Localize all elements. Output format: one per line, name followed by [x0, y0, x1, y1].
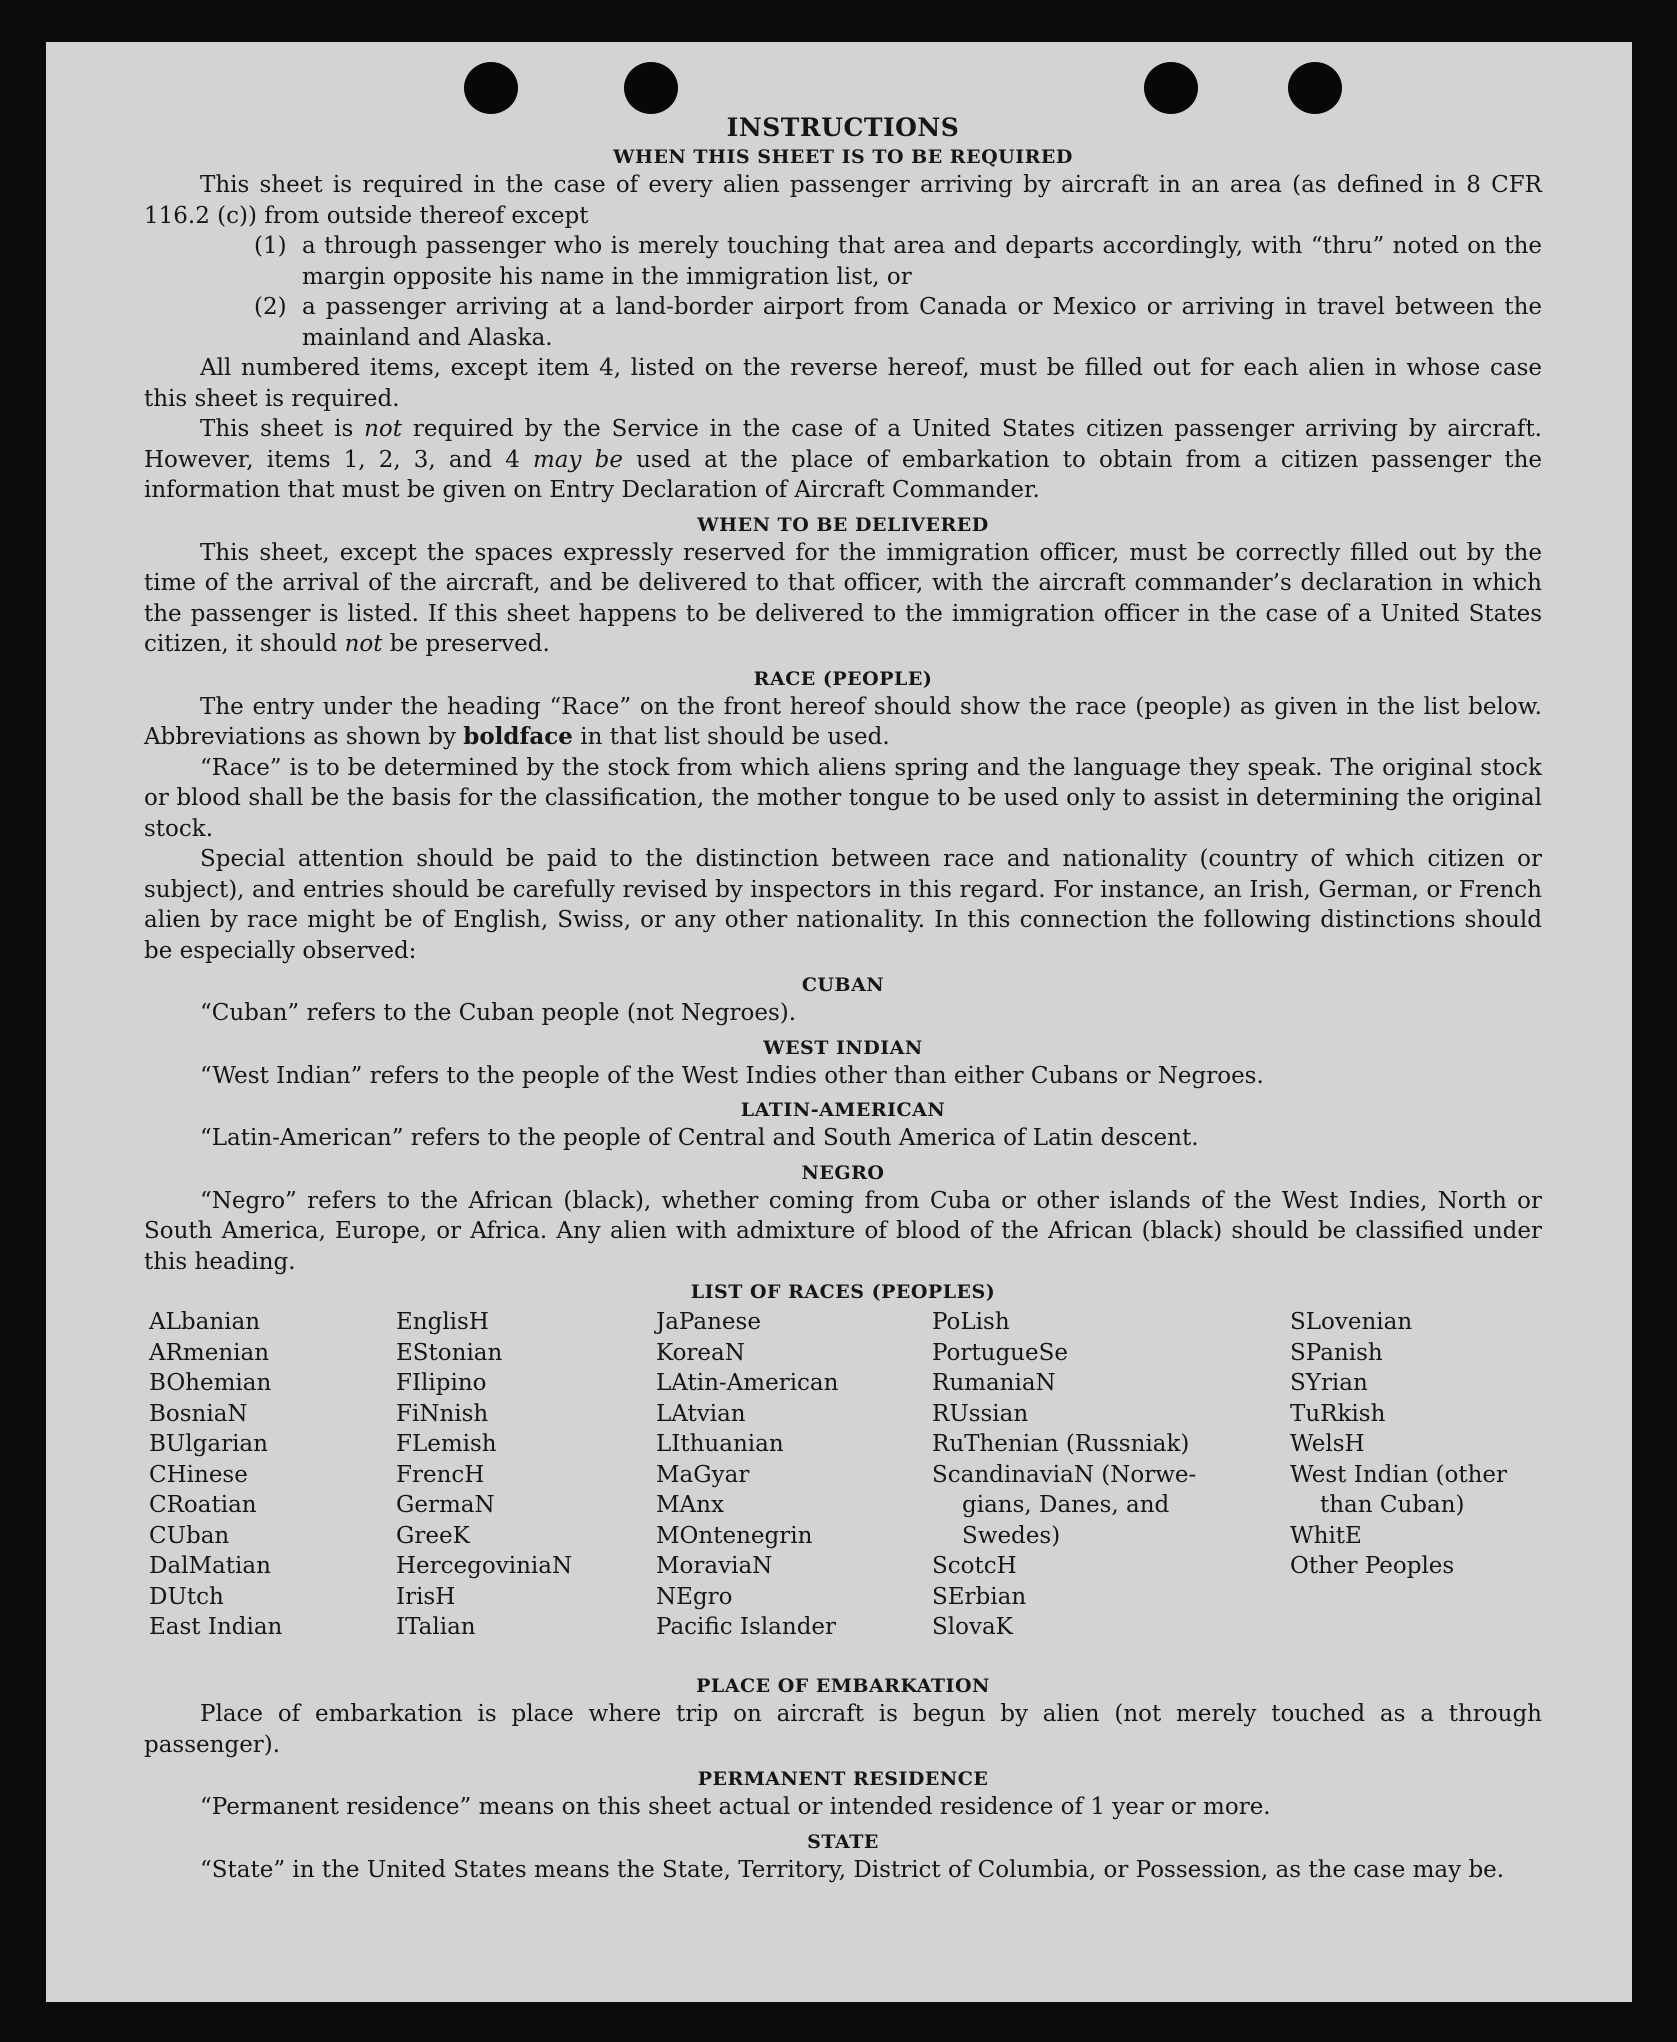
race-entry: SPanish — [1290, 1339, 1383, 1366]
paragraph: “State” in the United States means the State, Territory, District of Columbia, or Possession, as the case may be. — [200, 1856, 1505, 1883]
section-heading: WEST INDIAN — [763, 1036, 923, 1059]
race-entry: GreeK — [396, 1522, 470, 1549]
text-run: The entry under the heading “Race” on the front hereof should show the race (people) as given in the list below. Abbreviations as shown by — [144, 693, 1542, 750]
text-run: This sheet, except the spaces expressly reserved for the immigration officer, must be correctly filled out by the time of the arrival of the aircraft, and be delivered to that officer, with the aircraft commander’s declaration in which the passenger is listed. If this sheet happens to be delivered to the immigration officer in the case of a United States citizen, it should — [144, 539, 1542, 657]
punch-hole — [1144, 62, 1198, 114]
race-entry: FrencH — [396, 1461, 485, 1488]
race-entry: ARmenian — [149, 1339, 270, 1366]
race-entry: FiNnish — [396, 1400, 489, 1427]
race-entry: LAtvian — [656, 1400, 746, 1427]
item-text: a through passenger who is merely touching that area and departs accordingly, with “thru” noted on the margin opposite his name in the immigration list, or — [302, 233, 1542, 290]
race-entry: gians, Danes, and — [962, 1492, 1170, 1518]
punch-hole — [624, 62, 678, 114]
race-entry: than Cuban) — [1320, 1492, 1465, 1518]
emphasis: not — [344, 631, 383, 657]
race-entry: SYrian — [1290, 1370, 1368, 1396]
section-heading: CUBAN — [801, 974, 885, 996]
text-run: This sheet is — [200, 416, 365, 442]
race-entry: LIthuanian — [656, 1431, 784, 1457]
emphasis: may be — [532, 446, 623, 473]
race-entry: IrisH — [396, 1583, 456, 1610]
race-entry: SErbian — [932, 1583, 1027, 1610]
race-entry: DalMatian — [149, 1553, 271, 1579]
race-entry: PortugueSe — [932, 1339, 1068, 1366]
section-heading: LIST OF RACES (PEOPLES) — [690, 1281, 996, 1303]
paragraph: “Cuban” refers to the Cuban people (not Negroes). — [200, 1000, 797, 1026]
race-entry: MoraviaN — [656, 1553, 773, 1579]
race-entry: SLovenian — [1290, 1309, 1413, 1335]
race-entry: SlovaK — [932, 1614, 1013, 1640]
text-run: be preserved. — [382, 631, 550, 657]
race-entry: KoreaN — [656, 1339, 745, 1366]
paragraph: “Latin-American” refers to the people of Central and South America of Latin descent. — [200, 1125, 1199, 1151]
race-column — [932, 1307, 1196, 1643]
section-heading: RACE (PEOPLE) — [753, 667, 933, 690]
paragraph: “Permanent residence” means on this sheet actual or intended residence of 1 year or more. — [200, 1794, 1271, 1820]
paragraph: “West Indian” refers to the people of the West Indies other than either Cubans or Negroes. — [200, 1062, 1264, 1089]
race-entry: MOntenegrin — [656, 1522, 813, 1549]
race-entry: LAtin-American — [656, 1370, 839, 1396]
race-entry: BOhemian — [149, 1370, 272, 1396]
race-entry: ScandinaviaN (Norwe- — [932, 1461, 1197, 1488]
race-entry: Swedes) — [962, 1522, 1061, 1549]
race-entry: FIlipino — [396, 1370, 487, 1396]
bold-text: boldface — [463, 723, 573, 750]
race-entry: WelsH — [1290, 1431, 1365, 1457]
race-entry: Pacific Islander — [656, 1614, 837, 1640]
paragraph: Place of embarkation is place where trip on aircraft is begun by alien (not merely touched as a through passenger). — [144, 1701, 1542, 1758]
race-entry: HercegoviniaN — [396, 1553, 573, 1579]
paragraph — [144, 538, 1542, 660]
race-column — [1290, 1307, 1507, 1582]
race-entry: ScotcH — [932, 1553, 1017, 1579]
document-body — [144, 112, 1542, 1885]
race-entry: RumaniaN — [932, 1370, 1056, 1396]
section-heading: PLACE OF EMBARKATION — [696, 1675, 990, 1697]
section-heading: LATIN-AMERICAN — [740, 1099, 946, 1121]
race-entry: NEgro — [656, 1583, 733, 1610]
item-number: (2) — [254, 294, 287, 320]
item-text: a passenger arriving at a land-border airport from Canada or Mexico or arriving in travel between the mainland and Alaska. — [302, 294, 1542, 351]
race-entry: RuThenian (Russniak) — [932, 1431, 1190, 1457]
section-heading: NEGRO — [801, 1161, 885, 1184]
race-entry: ALbanian — [149, 1309, 261, 1335]
paragraph: “Race” is to be determined by the stock from which aliens spring and the language they speak. The original stock or blood shall be the basis for the classification, the mother tongue to be used only to assist in determining the original stock. — [144, 754, 1542, 842]
race-entry: West Indian (other — [1290, 1461, 1508, 1488]
text-run: used at the place of embarkation to obtain from a citizen passenger the information that must be given on Entry Declaration of Aircraft Commander. — [144, 446, 1542, 503]
race-entry: PoLish — [932, 1309, 1010, 1335]
document-page — [46, 42, 1632, 2002]
list-item — [144, 231, 1542, 292]
race-entry: GermaN — [396, 1492, 495, 1518]
section-heading: STATE — [807, 1830, 879, 1853]
race-entry: East Indian — [149, 1614, 283, 1640]
race-entry: CUban — [149, 1522, 230, 1549]
paragraph: “Negro” refers to the African (black), whether coming from Cuba or other islands of the West Indies, North or South America, Europe, or Africa. Any alien with admixture of blood of the African (black) should be classified under this heading. — [144, 1187, 1542, 1275]
race-entry: FLemish — [396, 1431, 497, 1457]
race-entry: DUtch — [149, 1583, 224, 1610]
punch-hole — [464, 62, 518, 114]
text-run: in that list should be used. — [572, 724, 890, 750]
race-column — [396, 1307, 572, 1643]
item-number: (1) — [254, 233, 287, 259]
race-column — [149, 1307, 282, 1643]
section-heading: PERMANENT RESIDENCE — [697, 1768, 989, 1790]
race-entry: MAnx — [656, 1492, 724, 1518]
punch-hole — [1288, 62, 1342, 114]
race-entry: MaGyar — [656, 1461, 750, 1488]
paragraph — [144, 692, 1542, 753]
race-column — [656, 1307, 838, 1643]
emphasis: not — [364, 416, 403, 442]
race-entry: Other Peoples — [1290, 1553, 1455, 1579]
race-entry: ITalian — [396, 1614, 476, 1640]
race-entry: CRoatian — [149, 1492, 257, 1518]
section-heading: WHEN THIS SHEET IS TO BE REQUIRED — [613, 146, 1073, 168]
race-entry: CHinese — [149, 1461, 248, 1488]
section-heading: WHEN TO BE DELIVERED — [697, 513, 989, 536]
race-entry: EStonian — [396, 1339, 503, 1366]
race-entry: TuRkish — [1290, 1400, 1386, 1427]
race-list — [144, 1307, 1542, 1667]
race-entry: EnglisH — [396, 1309, 489, 1335]
page-title: INSTRUCTIONS — [726, 113, 960, 142]
race-entry: BUlgarian — [149, 1431, 268, 1457]
race-entry: JaPanese — [656, 1309, 761, 1335]
race-entry: RUssian — [932, 1400, 1029, 1427]
list-item — [144, 292, 1542, 353]
paragraph — [144, 414, 1542, 506]
race-entry: BosniaN — [149, 1400, 248, 1427]
paragraph: All numbered items, except item 4, listed on the reverse hereof, must be filled out for each alien in whose case this sheet is required. — [144, 355, 1542, 412]
text-run: required by the Service in the case of a United States citizen passenger arriving by aircraft. However, items 1, 2, 3, and 4 — [144, 416, 1542, 473]
paragraph: Special attention should be paid to the distinction between race and nationality (country of which citizen or subject), and entries should be carefully revised by inspectors in this regard. For instance, an Irish, German, or French alien by race might be of English, Swiss, or any other nationality. In this connection the following distinctions should be especially observed: — [144, 846, 1542, 964]
paragraph: This sheet is required in the case of every alien passenger arriving by aircraft in an area (as defined in 8 CFR 116.2 (c)) from outside thereof except — [144, 172, 1542, 229]
race-entry: WhitE — [1290, 1522, 1362, 1549]
